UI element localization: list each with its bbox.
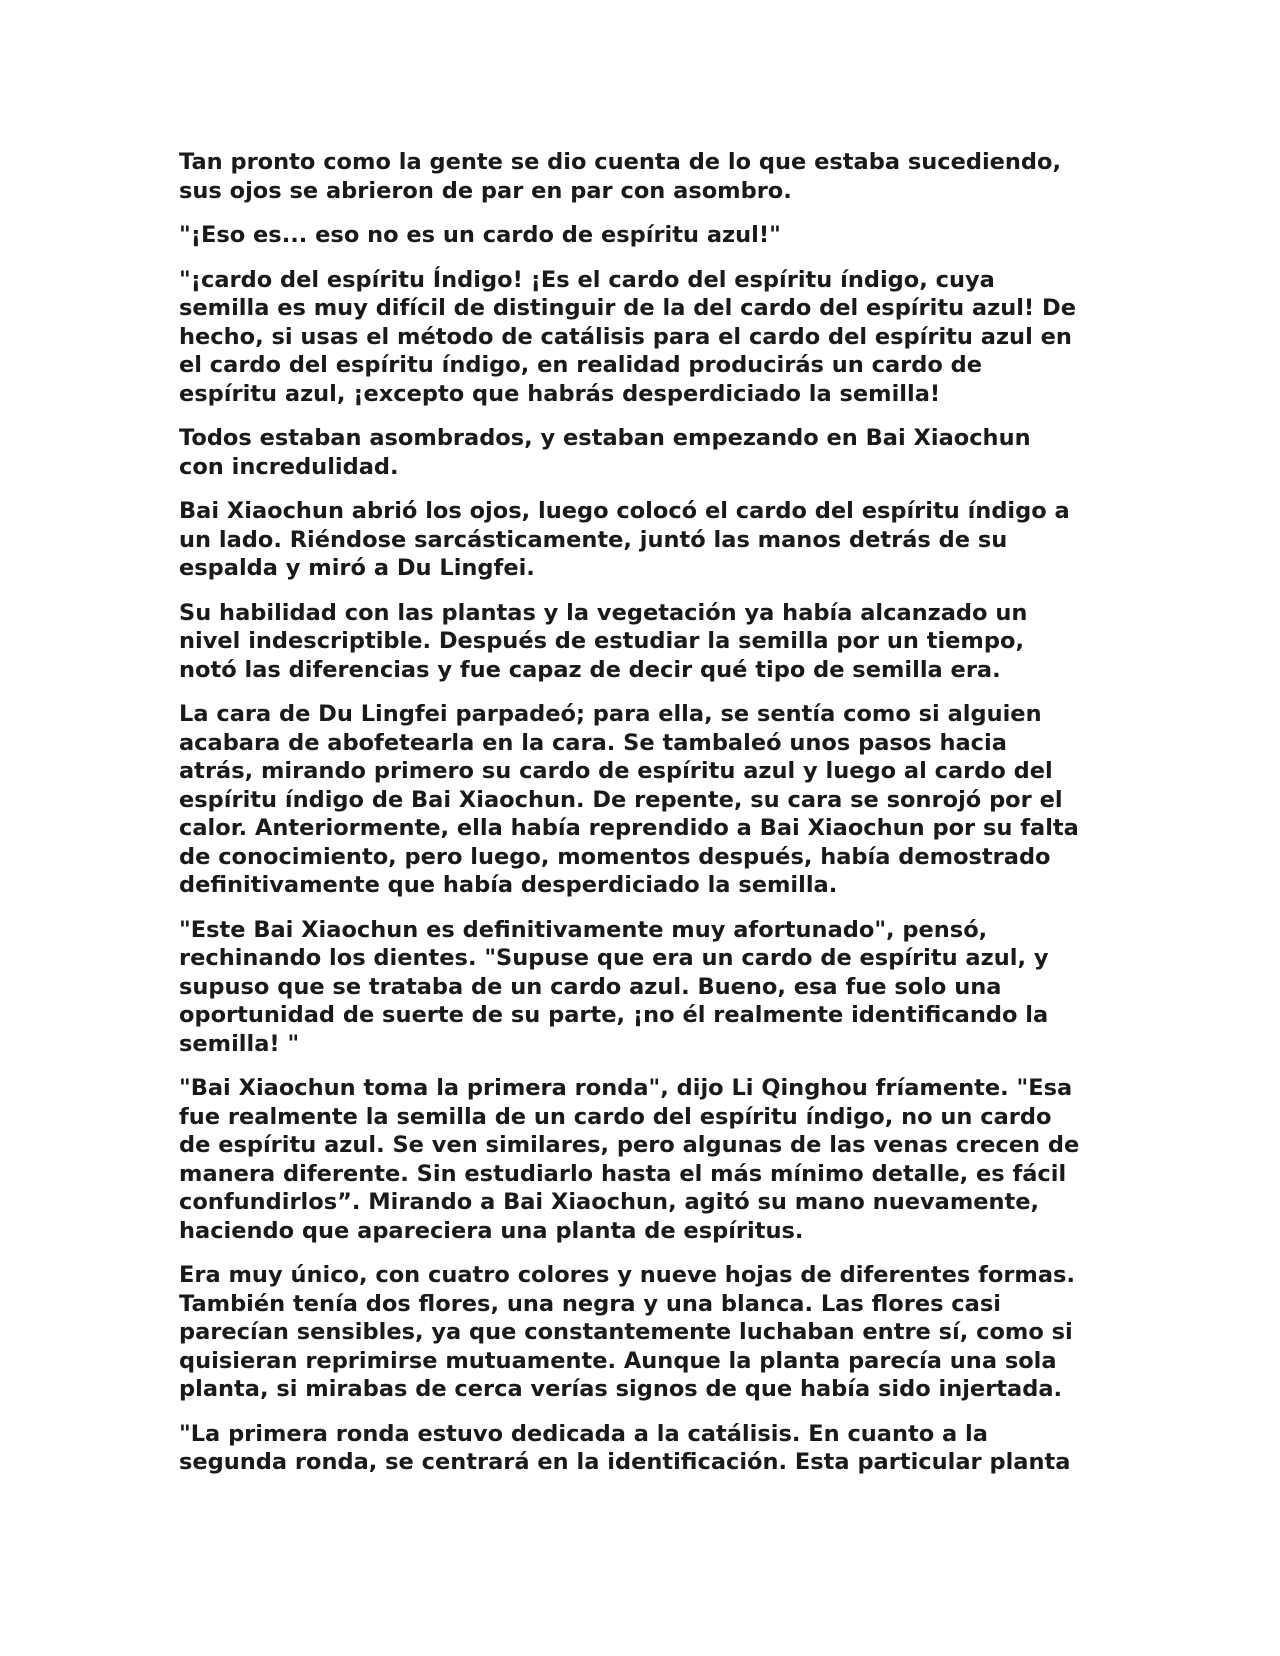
text-body — [179, 148, 1119, 1493]
paragraph-11: "La primera ronda estuvo dedicada a la catálisis. En cuanto a la segunda ronda, se centrará en la identificación. Esta particular planta — [179, 1420, 1071, 1475]
paragraph-1: Tan pronto como la gente se dio cuenta de lo que estaba sucediendo, sus ojos se abrieron de par en par con asombro. — [179, 149, 1062, 204]
paragraph-3: "¡cardo del espíritu Índigo! ¡Es el cardo del espíritu índigo, cuya semilla es muy difícil de distinguir de la del cardo del espíritu azul! De hecho, si usas el método de catálisis para el cardo del espíritu azul en el cardo del espíritu índigo, en realidad producirás un cardo de espíritu azul, ¡excepto que habrás desperdiciado la semilla! — [179, 266, 1076, 407]
paragraph-4: Todos estaban asombrados, y estaban empezando en Bai Xiaochun con incredulidad. — [179, 425, 1031, 480]
paragraph-5: Bai Xiaochun abrió los ojos, luego colocó el cardo del espíritu índigo a un lado. Riéndose sarcásticamente, juntó las manos detrás de su espalda y miró a Du Lingfei. — [179, 498, 1070, 581]
paragraph-8: "Este Bai Xiaochun es definitivamente muy afortunado", pensó, rechinando los dientes. "Supuse que era un cardo de espíritu azul, y supuso que se trataba de un cardo azul. Bueno, esa fue solo una oportunidad de suerte de su parte, ¡no él realmente identificando la semilla! " — [179, 916, 1049, 1057]
paragraph-10: Era muy único, con cuatro colores y nueve hojas de diferentes formas. También tenía dos flores, una negra y una blanca. Las flores casi parecían sensibles, ya que constantemente luchaban entre sí, como si quisieran reprimirse mutuamente. Aunque la planta parecía una sola planta, si mirabas de cerca verías signos de que había sido injertada. — [179, 1262, 1075, 1402]
paragraph-7: La cara de Du Lingfei parpadeó; para ella, se sentía como si alguien acabara de abofetearla en la cara. Se tambaleó unos pasos hacia atrás, mirando primero su cardo de espíritu azul y luego al cardo del espíritu índigo de Bai Xiaochun. De repente, su cara se sonrojó por el calor. Anteriormente, ella había reprendido a Bai Xiaochun por su falta de conocimiento, pero luego, momentos después, había demostrado definitivamente que había desperdiciado la semilla. — [179, 701, 1079, 898]
paragraph-2: "¡Eso es... eso no es un cardo de espíritu azul!" — [179, 222, 781, 248]
paragraph-9: "Bai Xiaochun toma la primera ronda", dijo Li Qinghou fríamente. "Esa fue realmente la semilla de un cardo del espíritu índigo, no un cardo de espíritu azul. Se ven similares, pero algunas de las venas crecen de manera diferente. Sin estudiarlo hasta el más mínimo detalle, es fácil confundirlos”. Mirando a Bai Xiaochun, agitó su mano nuevamente, haciendo que apareciera una planta de espíritus. — [179, 1075, 1080, 1244]
paragraph-6: Su habilidad con las plantas y la vegetación ya había alcanzado un nivel indescriptible. Después de estudiar la semilla por un tiempo, notó las diferencias y fue capaz de decir qué tipo de semilla era. — [179, 599, 1028, 683]
